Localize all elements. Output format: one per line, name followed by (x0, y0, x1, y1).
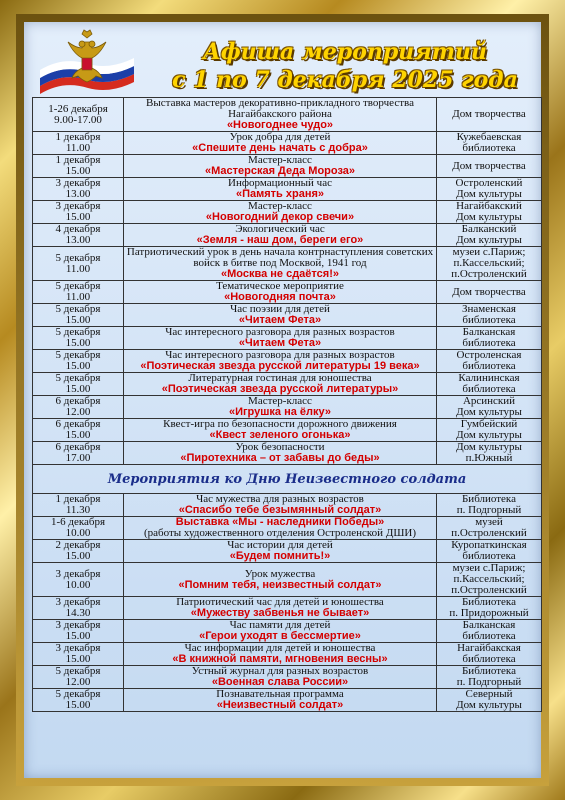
event-row (33, 442, 542, 465)
place-line: Дом культуры (456, 234, 522, 246)
place-line: библиотека (462, 142, 516, 154)
event-row (33, 155, 542, 178)
event-type: Тематическое мероприятие (216, 280, 344, 292)
date-line: 17.00 (65, 452, 91, 464)
date-line: 5 декабря (55, 665, 101, 677)
place-line: Библиотека (461, 596, 516, 608)
place-line: Северный (465, 688, 513, 700)
event-row (33, 304, 542, 327)
event-row (33, 281, 542, 304)
place-line: Калининская (458, 372, 520, 384)
event-type: Экологический час (235, 223, 325, 235)
event-date (33, 666, 124, 689)
event-row (33, 98, 542, 132)
event-date (33, 201, 124, 224)
section-title: Мероприятия ко Дню Неизвестного солдата (33, 465, 542, 494)
event-name: «Читаем Фета» (238, 337, 322, 349)
place-line: Дом культуры (456, 406, 522, 418)
event-name: «Память храня» (235, 188, 325, 200)
event-type: Час памяти для детей (229, 619, 331, 631)
date-line: 13.00 (65, 188, 91, 200)
event-date (33, 247, 124, 281)
event-type: Мастер-класс (248, 200, 312, 212)
event-place (437, 373, 542, 396)
event-row (33, 666, 542, 689)
event-type: Патриотический урок в день начала контрнаступления советских войск в битве под Москвой, 1941 год (126, 246, 434, 269)
place-line: Арсинский (462, 395, 516, 407)
event-description (124, 442, 437, 465)
place-line: Дом культуры (456, 188, 522, 200)
event-date (33, 304, 124, 327)
event-place (437, 540, 542, 563)
place-line: п.Кассельский; (453, 257, 525, 269)
date-line: 12.00 (65, 676, 91, 688)
event-row (33, 247, 542, 281)
date-line: 5 декабря (55, 280, 101, 292)
date-line: 5 декабря (55, 251, 101, 264)
coat-of-arms-icon (38, 28, 136, 98)
event-place (437, 178, 542, 201)
event-type: Мастер-класс (248, 154, 312, 166)
event-date (33, 396, 124, 419)
event-row (33, 327, 542, 350)
event-place (437, 563, 542, 597)
event-note: (работы художественного отделения Остроленской ДШИ) (143, 527, 417, 539)
date-line: 15.00 (65, 211, 91, 223)
event-date (33, 597, 124, 620)
event-row (33, 597, 542, 620)
event-description (124, 643, 437, 666)
event-description (124, 494, 437, 517)
event-row (33, 132, 542, 155)
event-description (124, 281, 437, 304)
event-row (33, 643, 542, 666)
place-line: п.Кассельский; (453, 573, 525, 585)
place-line: музей (475, 516, 503, 528)
event-type: Квест-игра по безопасности дорожного движения (163, 418, 397, 430)
event-place (437, 689, 542, 712)
event-date (33, 494, 124, 517)
event-row (33, 563, 542, 597)
event-place (437, 98, 542, 132)
event-description (124, 224, 437, 247)
place-line: библиотека (462, 653, 516, 665)
event-description (124, 689, 437, 712)
place-line: Нагайбакская (457, 642, 521, 654)
event-place (437, 281, 542, 304)
event-name: «Москва не сдаётся!» (221, 268, 339, 280)
date-line: 6 декабря (55, 418, 101, 430)
event-name: «Игрушка на ёлку» (228, 406, 332, 418)
event-date (33, 620, 124, 643)
event-description (124, 666, 437, 689)
date-line: 5 декабря (55, 688, 101, 700)
event-description (124, 132, 437, 155)
place-line: Остроленская (456, 349, 522, 361)
place-line: библиотека (462, 550, 516, 562)
event-place (437, 666, 542, 689)
place-line: Куропаткинская (451, 539, 527, 551)
event-description (124, 201, 437, 224)
event-name: «В книжной памяти, мгновения весны» (172, 653, 388, 665)
date-line: 1 декабря (55, 131, 101, 143)
event-date (33, 178, 124, 201)
event-description (124, 304, 437, 327)
event-description (124, 98, 437, 132)
event-name: «Читаем Фета» (238, 314, 322, 326)
event-type: Час информации для детей и юношества (184, 642, 376, 654)
event-place (437, 201, 542, 224)
place-line: Дом творчества (452, 159, 526, 172)
place-line: Дом культуры (456, 211, 522, 223)
event-name: «Пиротехника – от забавы до беды» (180, 452, 380, 464)
event-row (33, 494, 542, 517)
place-line: п.Остроленский (451, 584, 527, 596)
date-line: 15.00 (65, 429, 91, 441)
event-type: Мастер-класс (248, 395, 312, 407)
event-place (437, 224, 542, 247)
place-line: Гумбейский (460, 418, 518, 430)
date-line: 2 декабря (55, 539, 101, 551)
date-line: 1-6 декабря (50, 516, 106, 528)
event-name: «Будем помнить!» (229, 550, 331, 562)
date-line: 15.00 (65, 630, 91, 642)
place-line: Дом культуры (456, 699, 522, 711)
event-place (437, 597, 542, 620)
event-date (33, 643, 124, 666)
date-line: 10.00 (65, 527, 91, 539)
event-type: Урок добра для детей (229, 131, 331, 143)
event-place (437, 419, 542, 442)
title-line-2: с 1 по 7 декабря 2025 года (172, 67, 518, 93)
event-name: «Новогодняя почта» (224, 291, 336, 303)
event-type: Литературная гостиная для юношества (188, 372, 372, 384)
date-line: 11.00 (65, 142, 91, 154)
event-name: «Квест зеленого огонька» (209, 429, 351, 441)
place-line: Кужебаевская (456, 131, 522, 143)
event-date (33, 540, 124, 563)
event-place (437, 304, 542, 327)
event-date (33, 155, 124, 178)
date-line: 3 декабря (55, 567, 101, 580)
event-place (437, 132, 542, 155)
event-name: Выставка «Мы - наследники Победы» (175, 516, 385, 528)
event-name: «Спасибо тебе безымянный солдат» (178, 504, 382, 516)
event-description (124, 327, 437, 350)
event-description (124, 178, 437, 201)
place-line: Балканская (462, 619, 516, 631)
event-name: «Помним тебя, неизвестный солдат» (178, 578, 382, 591)
place-line: библиотека (462, 630, 516, 642)
date-line: 11.30 (65, 504, 91, 516)
event-name: «Спешите день начать с добра» (192, 142, 368, 154)
date-line: 3 декабря (55, 200, 101, 212)
event-type: Урок безопасности (235, 441, 325, 453)
event-row (33, 517, 542, 540)
event-description (124, 419, 437, 442)
event-row (33, 350, 542, 373)
poster-title (150, 38, 540, 94)
event-name: «Мужеству забвенья не бывает» (190, 607, 370, 619)
place-line: Знаменская (461, 303, 516, 315)
event-date (33, 442, 124, 465)
place-line: Библиотека (461, 665, 516, 677)
event-description (124, 373, 437, 396)
place-line: п. Подгорный (456, 504, 522, 516)
place-line: Балканская (462, 326, 516, 338)
event-date (33, 689, 124, 712)
date-line: 3 декабря (55, 619, 101, 631)
event-description (124, 540, 437, 563)
event-row (33, 396, 542, 419)
event-place (437, 494, 542, 517)
event-type: Выставка мастеров декоративно-прикладного творчества Нагайбакского района (146, 97, 414, 120)
event-type: Информационный час (228, 177, 332, 189)
event-description (124, 563, 437, 597)
event-type: Урок мужества (244, 567, 316, 580)
date-line: 15.00 (65, 550, 91, 562)
event-description (124, 396, 437, 419)
event-place (437, 155, 542, 178)
event-name: «Новогоднее чудо» (226, 119, 334, 131)
place-line: Дом культуры (456, 429, 522, 441)
event-row (33, 620, 542, 643)
place-line: п. Подгорный (456, 676, 522, 688)
event-date (33, 419, 124, 442)
event-date (33, 563, 124, 597)
place-line: музеи с.Париж; (452, 246, 526, 258)
place-line: Дом творчества (452, 108, 526, 120)
event-row (33, 689, 542, 712)
date-line: 15.00 (65, 360, 91, 372)
events-table (32, 97, 542, 712)
event-description (124, 247, 437, 281)
place-line: Нагайбакский (456, 200, 522, 212)
event-type: Патриотический час для детей и юношества (176, 596, 384, 608)
event-place (437, 620, 542, 643)
title-line-1: Афиша мероприятий (202, 39, 488, 65)
date-line: 15.00 (65, 383, 91, 395)
event-date (33, 281, 124, 304)
event-date (33, 132, 124, 155)
event-name: «Герои уходят в бессмертие» (199, 630, 361, 642)
date-line: 9.00-17.00 (54, 113, 102, 126)
date-line: 15.00 (65, 337, 91, 349)
place-line: п.Южный (465, 452, 513, 464)
event-row (33, 373, 542, 396)
event-description (124, 620, 437, 643)
place-line: Остроленский (455, 177, 523, 189)
event-type: Час интересного разговора для разных возрастов (165, 326, 395, 338)
date-line: 15.00 (65, 699, 91, 711)
event-type: Час истории для детей (227, 539, 333, 551)
place-line: п.Остроленский (451, 527, 527, 539)
event-place (437, 517, 542, 540)
event-place (437, 247, 542, 281)
date-line: 15.00 (65, 314, 91, 326)
date-line: 5 декабря (55, 303, 101, 315)
event-row (33, 540, 542, 563)
event-place (437, 643, 542, 666)
date-line: 11.00 (65, 262, 91, 275)
event-date (33, 98, 124, 132)
event-date (33, 350, 124, 373)
event-date (33, 327, 124, 350)
date-line: 3 декабря (55, 177, 101, 189)
place-line: библиотека (462, 337, 516, 349)
event-type: Час интересного разговора для разных возрастов (165, 349, 395, 361)
event-row (33, 419, 542, 442)
date-line: 12.00 (65, 406, 91, 418)
date-line: 3 декабря (55, 596, 101, 608)
event-name: «Военная слава России» (211, 676, 349, 688)
event-name: «Новогодний декор свечи» (205, 211, 355, 223)
event-date (33, 224, 124, 247)
date-line: 13.00 (65, 234, 91, 246)
event-row (33, 178, 542, 201)
date-line: 11.00 (65, 291, 91, 303)
place-line: библиотека (462, 360, 516, 372)
place-line: п. Придорожный (449, 607, 529, 619)
event-type: Познавательная программа (216, 688, 344, 700)
date-line: 6 декабря (55, 441, 101, 453)
event-place (437, 396, 542, 419)
date-line: 10.00 (65, 578, 91, 591)
event-description (124, 517, 437, 540)
event-place (437, 327, 542, 350)
event-description (124, 597, 437, 620)
place-line: библиотека (462, 383, 516, 395)
event-name: «Поэтическая звезда русской литературы 19 века» (140, 360, 420, 372)
event-type: Устный журнал для разных возрастов (191, 665, 369, 677)
date-line: 15.00 (65, 653, 91, 665)
section-row (33, 465, 542, 494)
event-type: Час поэзии для детей (230, 303, 330, 315)
event-row (33, 224, 542, 247)
event-place (437, 442, 542, 465)
event-description (124, 350, 437, 373)
date-line: 4 декабря (55, 223, 101, 235)
event-name: «Мастерская Деда Мороза» (204, 165, 356, 177)
date-line: 1-26 декабря (48, 102, 108, 115)
event-date (33, 373, 124, 396)
date-line: 1 декабря (55, 493, 101, 505)
date-line: 3 декабря (55, 642, 101, 654)
place-line: библиотека (462, 314, 516, 326)
date-line: 5 декабря (55, 372, 101, 384)
event-name: «Неизвестный солдат» (216, 699, 344, 711)
place-line: Балканский (461, 223, 517, 235)
date-line: 15.00 (65, 165, 91, 177)
place-line: музеи с.Париж; (452, 562, 526, 574)
place-line: Дом творчества (452, 285, 526, 298)
date-line: 5 декабря (55, 326, 101, 338)
place-line: Библиотека (461, 493, 516, 505)
event-name: «Земля - наш дом, береги его» (196, 234, 364, 246)
place-line: п.Остроленский (451, 268, 527, 280)
event-place (437, 350, 542, 373)
event-description (124, 155, 437, 178)
event-type: Час мужества для разных возрастов (196, 493, 364, 505)
date-line: 5 декабря (55, 349, 101, 361)
place-line: Дом культуры (456, 441, 522, 453)
date-line: 14.30 (65, 607, 91, 619)
event-date (33, 517, 124, 540)
event-row (33, 201, 542, 224)
date-line: 1 декабря (55, 154, 101, 166)
date-line: 6 декабря (55, 395, 101, 407)
event-name: «Поэтическая звезда русской литературы» (161, 383, 399, 395)
